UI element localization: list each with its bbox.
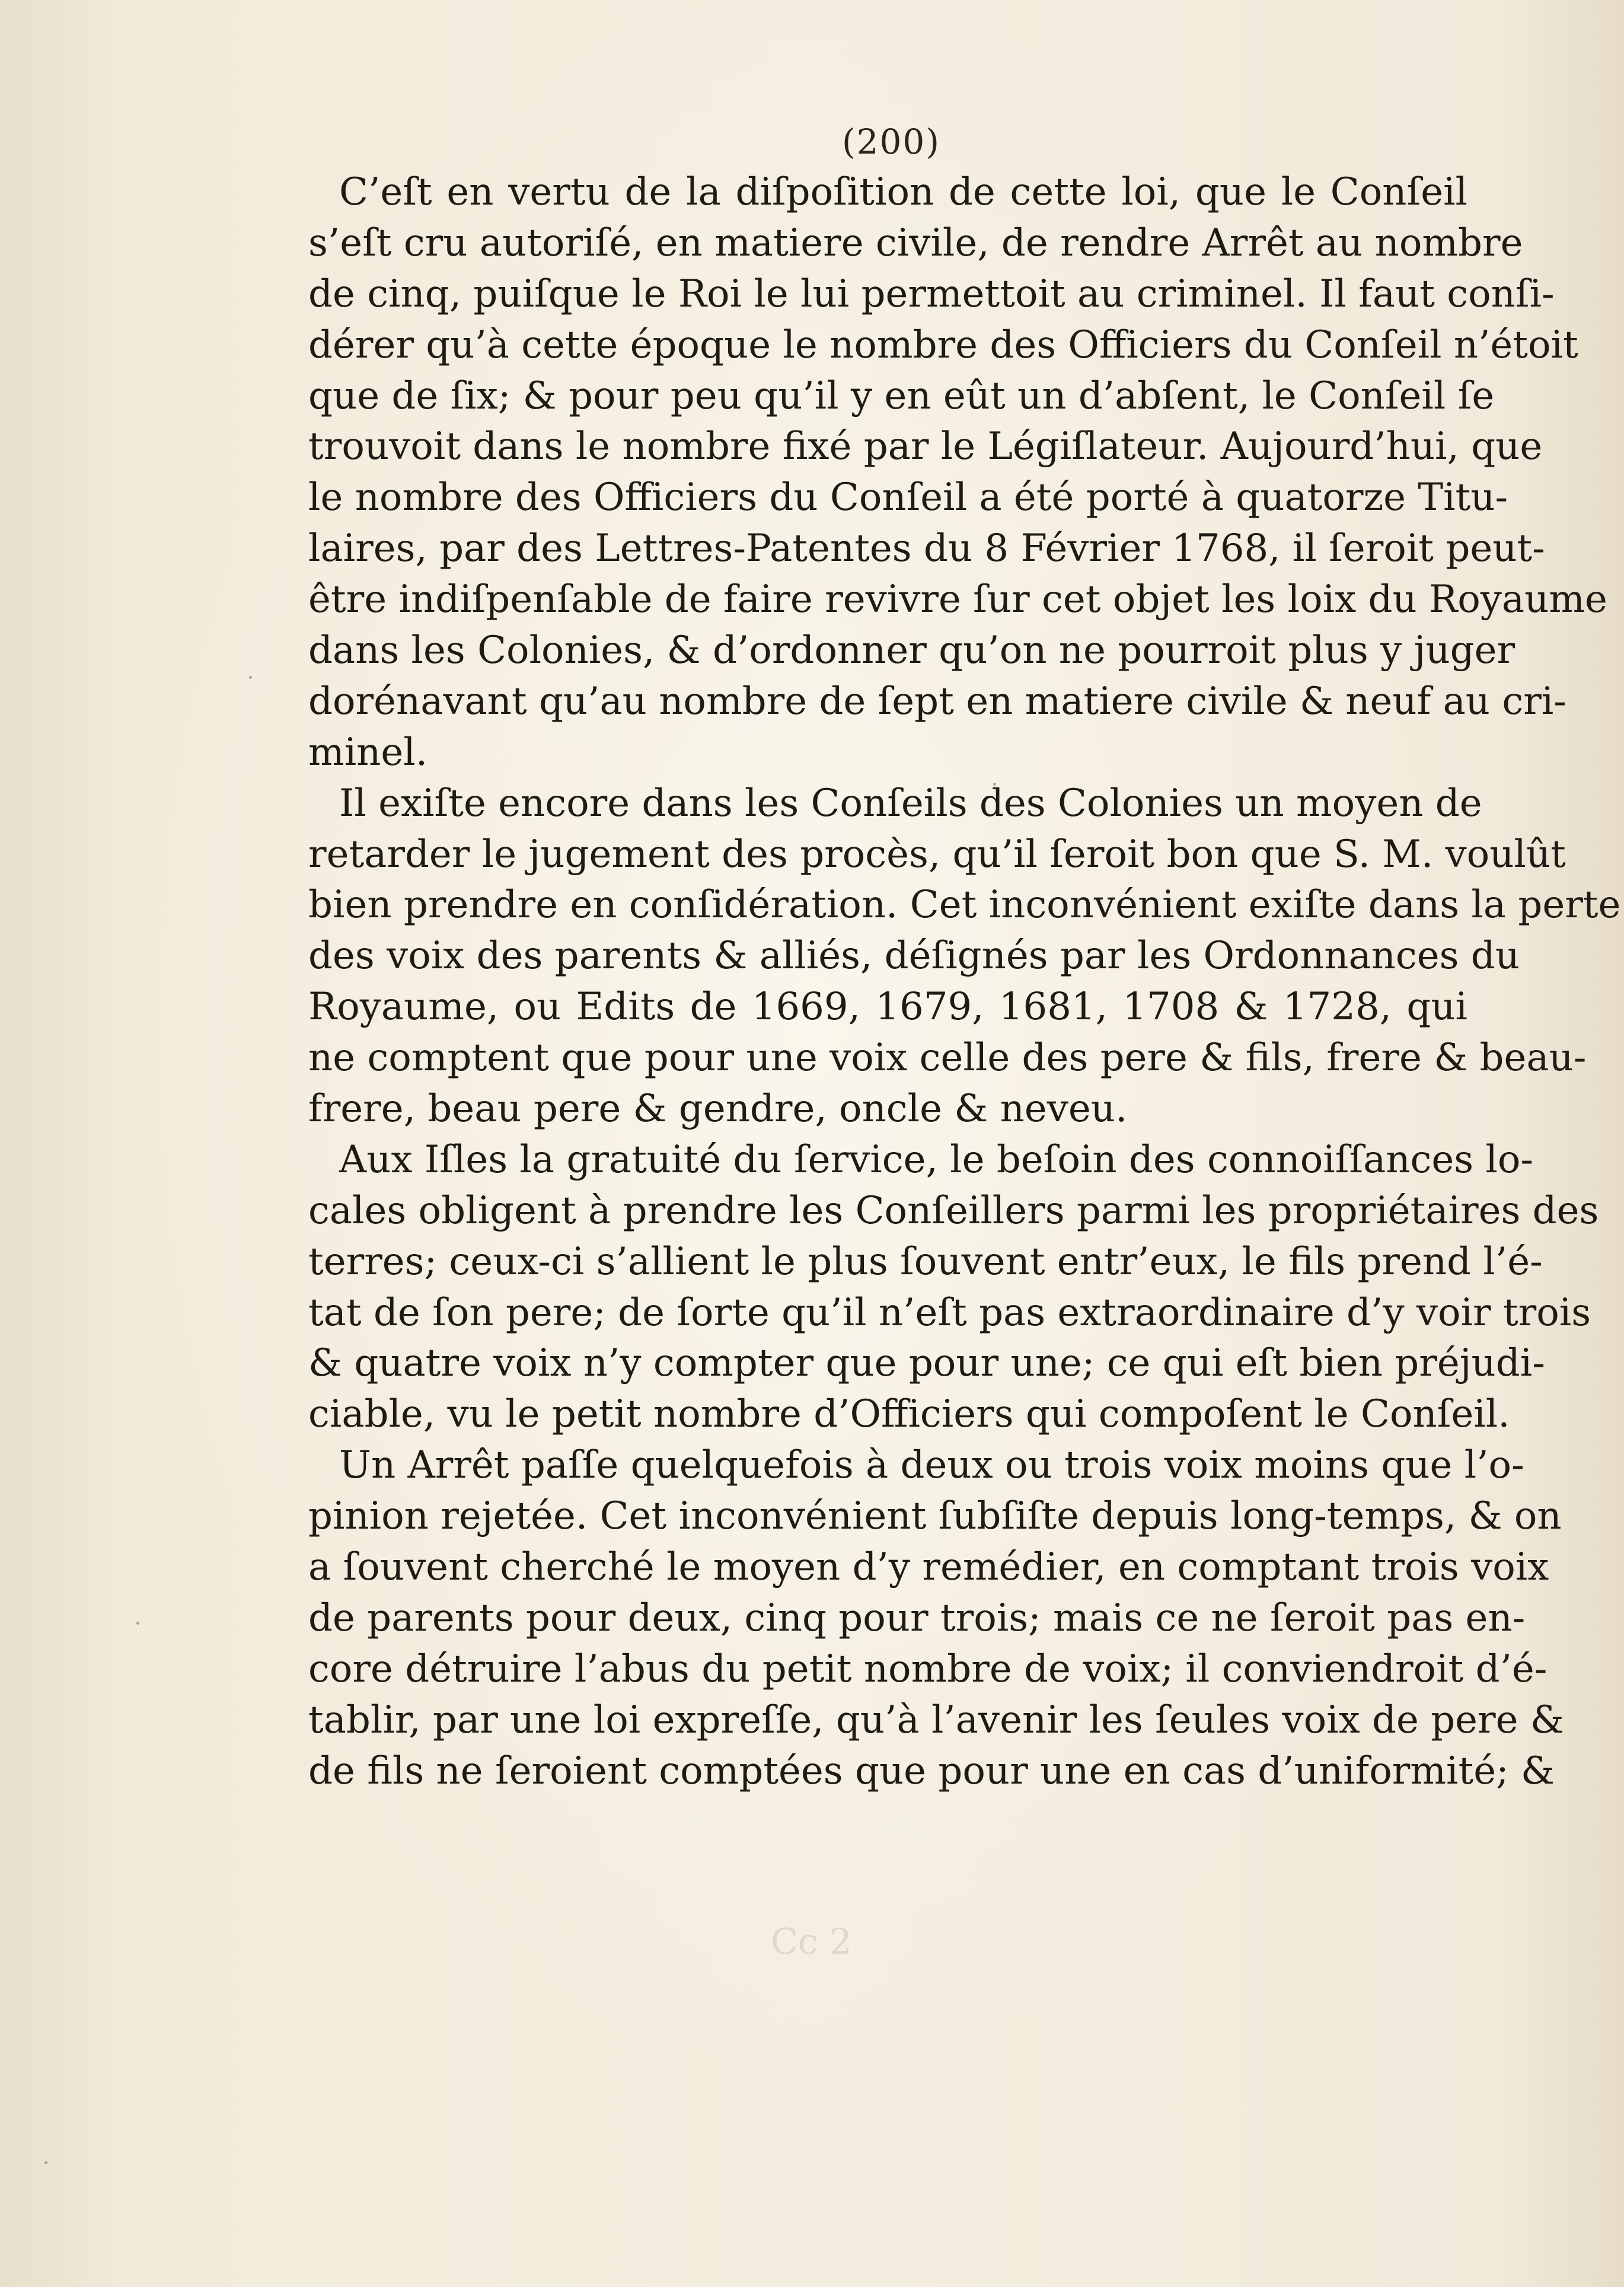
text-line: C’eſt en vertu de la diſpoſition de cette loi, que le Conſeil bbox=[339, 170, 1467, 214]
text-line: terres; ceux-ci s’allient le plus ſouvent entr’eux, le fils prend l’é- bbox=[308, 1239, 1543, 1284]
page-number: (200) bbox=[842, 122, 940, 162]
text-line: trouvoit dans le nombre fixé par le Légiſlateur. Aujourd’hui, que bbox=[308, 425, 1543, 469]
text-line: tablir, par une loi expreſſe, qu’à l’avenir les ſeules voix de pere & bbox=[308, 1698, 1564, 1742]
text-line: Aux Iſles la gratuité du ſervice, le beſoin des connoiſſances lo- bbox=[339, 1137, 1534, 1182]
paper-speck bbox=[44, 2161, 47, 2164]
text-line: Royaume, ou Edits de 1669, 1679, 1681, 1708 & 1728, qui bbox=[308, 985, 1467, 1029]
text-line: bien prendre en conſidération. Cet inconvénient exiſte dans la perte bbox=[308, 883, 1621, 927]
paragraph-1 bbox=[308, 167, 1607, 779]
text-line: tat de ſon pere; de ſorte qu’il n’eſt pas extraordinaire d’y voir trois bbox=[308, 1290, 1591, 1335]
text-line: & quatre voix n’y compter que pour une; ce qui eſt bien préjudi- bbox=[308, 1341, 1545, 1386]
text-line: frere, beau pere & gendre, oncle & neveu. bbox=[308, 1087, 1128, 1131]
text-line: le nombre des Officiers du Conſeil a été porté à quatorze Titu- bbox=[308, 476, 1508, 520]
text-line: retarder le jugement des procès, qu’il ſeroit bon que S. M. voulût bbox=[308, 832, 1566, 876]
paragraph-4 bbox=[308, 1440, 1564, 1797]
body-text bbox=[308, 167, 1621, 1797]
text-line: s’eſt cru autoriſé, en matiere civile, de rendre Arrêt au nombre bbox=[308, 221, 1523, 265]
text-line: Un Arrêt paſſe quelquefois à deux ou trois voix moins que l’o- bbox=[339, 1443, 1524, 1488]
text-line: de cinq, puiſque le Roi le lui permettoit au criminel. Il faut conſi- bbox=[308, 272, 1555, 316]
text-line: de fils ne ſeroient comptées que pour une en cas d’uniformité; & bbox=[308, 1749, 1555, 1793]
text-line: minel. bbox=[308, 730, 428, 774]
paper-speck bbox=[136, 1622, 139, 1625]
text-line: pinion rejetée. Cet inconvénient ſubſiſte depuis long-temps, & on bbox=[308, 1494, 1562, 1539]
text-line: des voix des parents & alliés, déſignés par les Ordonnances du bbox=[308, 934, 1520, 978]
text-line: Il exiſte encore dans les Conſeils des Colonies un moyen de bbox=[339, 781, 1482, 825]
text-line: laires, par des Lettres-Patentes du 8 Février 1768, il ſeroit peut- bbox=[308, 527, 1545, 571]
paragraph-3 bbox=[308, 1135, 1599, 1440]
text-line: dorénavant qu’au nombre de ſept en matiere civile & neuf au cri- bbox=[308, 679, 1566, 723]
paper-speck bbox=[993, 783, 996, 786]
text-line: dans les Colonies, & d’ordonner qu’on ne pourroit plus y juger bbox=[308, 629, 1515, 673]
bleed-through-text: Cc 2 bbox=[771, 1921, 852, 1963]
text-line: ne comptent que pour une voix celle des pere & fils, frere & beau- bbox=[308, 1036, 1587, 1080]
paragraph-2 bbox=[308, 779, 1621, 1135]
text-line: a ſouvent cherché le moyen d’y remédier, en comptant trois voix bbox=[308, 1545, 1549, 1590]
text-line: dérer qu’à cette époque le nombre des Officiers du Conſeil n’étoit bbox=[308, 323, 1578, 367]
text-line: de parents pour deux, cinq pour trois; mais ce ne ſeroit pas en- bbox=[308, 1596, 1526, 1640]
text-line: ciable, vu le petit nombre d’Officiers qui compoſent le Conſeil. bbox=[308, 1392, 1510, 1437]
text-line: core détruire l’abus du petit nombre de voix; il conviendroit d’é- bbox=[308, 1647, 1548, 1691]
text-line: que de ſix; & pour peu qu’il y en eût un d’abſent, le Conſeil ſe bbox=[308, 374, 1495, 418]
text-line: être indiſpenſable de faire revivre ſur cet objet les loix du Royaume bbox=[308, 578, 1607, 622]
text-line: cales obligent à prendre les Conſeillers parmi les propriétaires des bbox=[308, 1188, 1599, 1233]
paper-speck bbox=[249, 676, 252, 679]
